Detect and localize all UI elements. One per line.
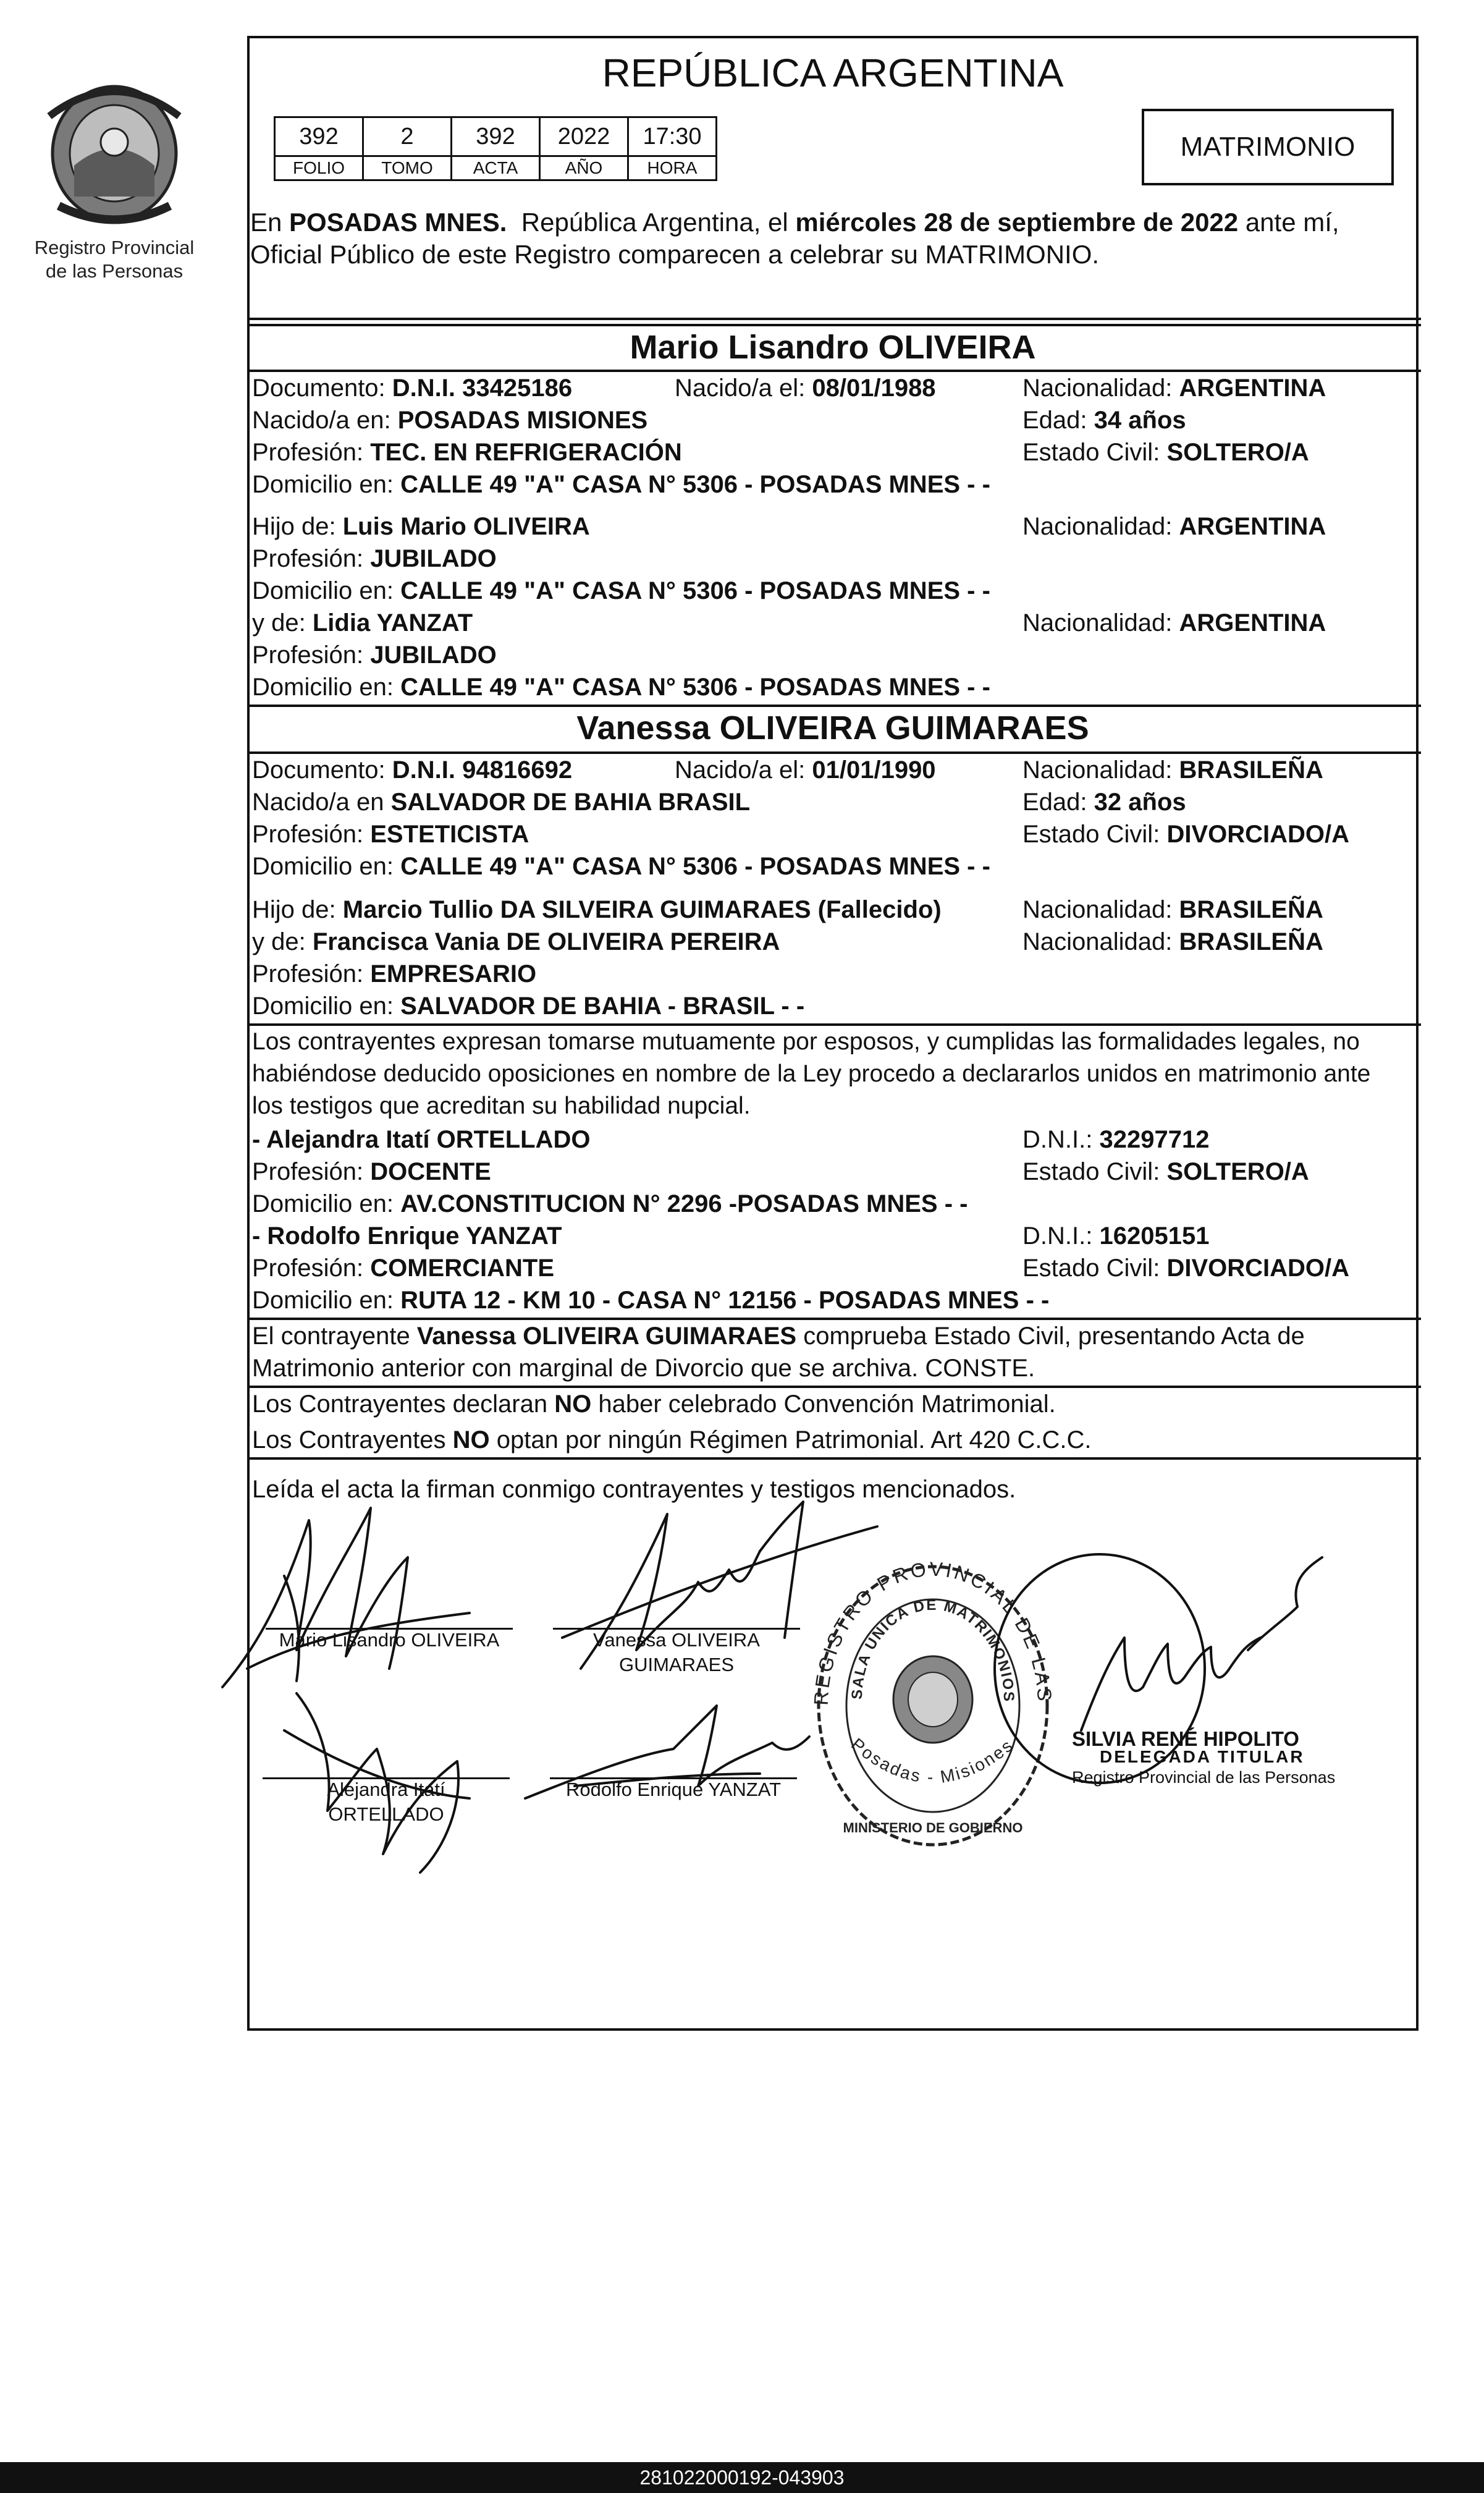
witness-1-dni: D.N.I.: 32297712 bbox=[1022, 1126, 1210, 1153]
witness-1-signature-label: Alejandra Itatí ORTELLADO bbox=[327, 1779, 445, 1825]
bride-parent-domicilio: Domicilio en: SALVADOR DE BAHIA - BRASIL - - bbox=[252, 993, 805, 1020]
tomo-value: 2 bbox=[363, 117, 452, 156]
divider bbox=[247, 1457, 1421, 1460]
bride-domicilio: Domicilio en: CALLE 49 "A" CASA N° 5306 - POSADAS MNES - - bbox=[252, 853, 990, 880]
folio-table bbox=[274, 116, 717, 181]
groom-father: Hijo de: Luis Mario OLIVEIRA bbox=[252, 513, 590, 540]
bride-nacionalidad: Nacionalidad: BRASILEÑA bbox=[1022, 756, 1323, 784]
groom-domicilio: Domicilio en: CALLE 49 "A" CASA N° 5306 - POSADAS MNES - - bbox=[252, 471, 990, 498]
hora-value: 17:30 bbox=[628, 117, 717, 156]
divorce-note-line-1: El contrayente Vanessa OLIVEIRA GUIMARAES comprueba Estado Civil, presentando Acta de bbox=[252, 1323, 1305, 1350]
groom-mother: y de: Lidia YANZAT bbox=[252, 609, 473, 637]
bride-mother: y de: Francisca Vania DE OLIVEIRA PEREIRA bbox=[252, 928, 780, 955]
groom-mother-profesion: Profesión: JUBILADO bbox=[252, 641, 497, 669]
divider bbox=[247, 324, 1421, 326]
seal-ministry-text: MINISTERIO DE GOBIERNO bbox=[843, 1820, 1023, 1835]
divider bbox=[247, 705, 1421, 707]
bride-edad: Edad: 32 años bbox=[1022, 789, 1186, 816]
groom-father-domicilio: Domicilio en: CALLE 49 "A" CASA N° 5306 - POSADAS MNES - - bbox=[252, 577, 990, 604]
bride-nacido-en: Nacido/a en SALVADOR DE BAHIA BRASIL bbox=[252, 789, 751, 816]
officer-office: Registro Provincial de las Personas bbox=[1072, 1768, 1336, 1787]
bride-documento: Documento: D.N.I. 94816692 bbox=[252, 756, 573, 784]
witness-2-dni: D.N.I.: 16205151 bbox=[1022, 1222, 1210, 1250]
act-type-box: MATRIMONIO bbox=[1142, 109, 1394, 185]
groom-edad: Edad: 34 años bbox=[1022, 407, 1186, 434]
witness-1-estado-civil: Estado Civil: SOLTERO/A bbox=[1022, 1158, 1309, 1185]
groom-documento: Documento: D.N.I. 33425186 bbox=[252, 375, 573, 402]
anio-value: 2022 bbox=[540, 117, 628, 156]
declaration-line-3: los testigos que acreditan su habilidad nupcial. bbox=[252, 1093, 751, 1119]
document-code-footer: 281022000192-043903 bbox=[0, 2462, 1484, 2493]
convention-note: Los Contrayentes declaran NO haber celebrado Convención Matrimonial. bbox=[252, 1390, 1056, 1418]
witness-1-name: - Alejandra Itatí ORTELLADO bbox=[252, 1126, 591, 1153]
groom-signature-label: Mario Lisandro OLIVEIRA bbox=[279, 1629, 500, 1651]
seal-outer-text: REGISTRO PROVINCIAL DE LAS bbox=[809, 1557, 1056, 1706]
groom-father-profesion: Profesión: JUBILADO bbox=[252, 545, 497, 572]
officer-title: DELEGADA TITULAR bbox=[1100, 1747, 1305, 1766]
read-note: Leída el acta la firman conmigo contrayentes y testigos mencionados. bbox=[252, 1476, 1016, 1503]
anio-label: AÑO bbox=[540, 156, 628, 180]
declaration-line-2: habiéndose deducido oposiciones en nombre de la Ley procedo a declararlos unidos en matrimonio ante bbox=[252, 1060, 1371, 1087]
officer-name: SILVIA RENÉ HIPOLITO bbox=[1072, 1727, 1299, 1750]
witness-2-signature-label: Rodolfo Enrique YANZAT bbox=[565, 1779, 782, 1800]
bride-profesion: Profesión: ESTETICISTA bbox=[252, 821, 529, 848]
folio-label: FOLIO bbox=[275, 156, 363, 180]
groom-mother-nacionalidad: Nacionalidad: ARGENTINA bbox=[1022, 609, 1326, 637]
groom-nacionalidad: Nacionalidad: ARGENTINA bbox=[1022, 375, 1326, 402]
witness-2-domicilio: Domicilio en: RUTA 12 - KM 10 - CASA N° 12156 - POSADAS MNES - - bbox=[252, 1287, 1050, 1314]
groom-mother-domicilio: Domicilio en: CALLE 49 "A" CASA N° 5306 - POSADAS MNES - - bbox=[252, 674, 990, 701]
intro-line-1: En POSADAS MNES. República Argentina, el miércoles 28 de septiembre de 2022 ante mí, bbox=[250, 208, 1339, 237]
registry-emblem bbox=[37, 73, 192, 227]
seal-city-text: Posadas - Misiones bbox=[848, 1734, 1018, 1787]
divorce-note-line-2: Matrimonio anterior con marginal de Divorcio que se archiva. CONSTE. bbox=[252, 1355, 1035, 1382]
bride-mother-nacionalidad: Nacionalidad: BRASILEÑA bbox=[1022, 928, 1323, 955]
groom-father-nacionalidad: Nacionalidad: ARGENTINA bbox=[1022, 513, 1326, 540]
witness-2-profesion: Profesión: COMERCIANTE bbox=[252, 1255, 555, 1282]
country-title: REPÚBLICA ARGENTINA bbox=[602, 51, 1064, 95]
bride-nacido-el: Nacido/a el: 01/01/1990 bbox=[675, 756, 936, 784]
tomo-label: TOMO bbox=[363, 156, 452, 180]
groom-estado-civil: Estado Civil: SOLTERO/A bbox=[1022, 439, 1309, 466]
groom-nacido-el: Nacido/a el: 08/01/1988 bbox=[675, 375, 936, 402]
groom-profesion: Profesión: TEC. EN REFRIGERACIÓN bbox=[252, 439, 682, 466]
witness-1-domicilio: Domicilio en: AV.CONSTITUCION N° 2296 -POSADAS MNES - - bbox=[252, 1190, 968, 1217]
bride-parent-profesion: Profesión: EMPRESARIO bbox=[252, 960, 537, 988]
acta-value: 392 bbox=[452, 117, 540, 156]
groom-nacido-en: Nacido/a en: POSADAS MISIONES bbox=[252, 407, 648, 434]
intro-line-2: Oficial Público de este Registro comparecen a celebrar su MATRIMONIO. bbox=[250, 240, 1100, 269]
divider bbox=[247, 318, 1421, 320]
witness-2-name: - Rodolfo Enrique YANZAT bbox=[252, 1222, 562, 1250]
hora-label: HORA bbox=[628, 156, 717, 180]
folio-value: 392 bbox=[275, 117, 363, 156]
bride-father: Hijo de: Marcio Tullio DA SILVEIRA GUIMARAES (Fallecido) bbox=[252, 896, 942, 923]
regime-note: Los Contrayentes NO optan por ningún Régimen Patrimonial. Art 420 C.C.C. bbox=[252, 1426, 1092, 1454]
declaration-line-1: Los contrayentes expresan tomarse mutuamente por esposos, y cumplidas las formalidades legales, no bbox=[252, 1028, 1360, 1055]
witness-1-profesion: Profesión: DOCENTE bbox=[252, 1158, 491, 1185]
seal-inner-text: SALA UNICA DE MATRIMONIOS bbox=[848, 1596, 1018, 1703]
acta-label: ACTA bbox=[452, 156, 540, 180]
bride-father-nacionalidad: Nacionalidad: BRASILEÑA bbox=[1022, 896, 1323, 923]
bride-estado-civil: Estado Civil: DIVORCIADO/A bbox=[1022, 821, 1350, 848]
witness-2-estado-civil: Estado Civil: DIVORCIADO/A bbox=[1022, 1255, 1350, 1282]
bride-signature-label: Vanessa OLIVEIRA GUIMARAES bbox=[593, 1629, 760, 1675]
groom-name: Mario Lisandro OLIVEIRA bbox=[630, 329, 1036, 366]
registry-caption: Registro Provincial de las Personas bbox=[34, 237, 195, 282]
bride-name: Vanessa OLIVEIRA GUIMARAES bbox=[576, 709, 1089, 747]
